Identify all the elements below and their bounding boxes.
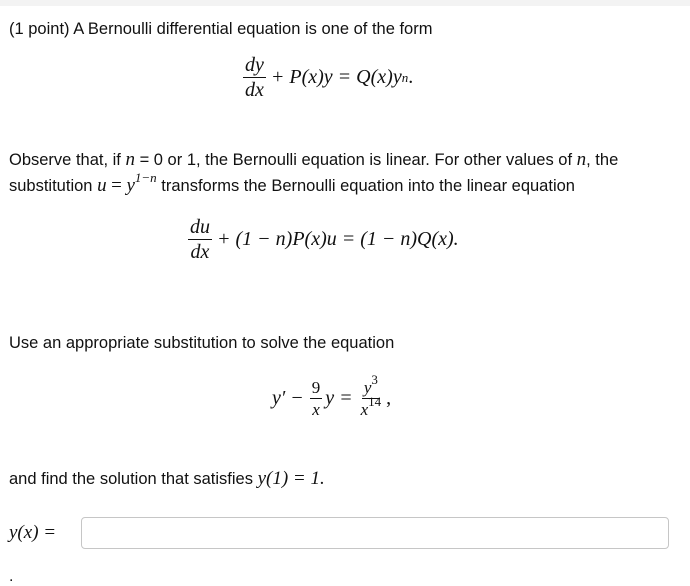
- equation-rest: + (1 − n)P(x)u = (1 − n)Q(x).: [217, 228, 459, 250]
- comma: ,: [386, 387, 392, 409]
- exponent: 1−n: [134, 170, 157, 185]
- y3-over-x14-fraction: [359, 372, 384, 419]
- points-label: (1 point): [9, 20, 70, 38]
- fraction-numerator: du: [190, 216, 210, 238]
- equation-mid: y =: [325, 387, 353, 409]
- math-y: y: [126, 175, 135, 196]
- answer-row: [9, 517, 669, 549]
- observe-line-1: [9, 149, 618, 171]
- initial-condition: y(1) = 1.: [257, 468, 325, 489]
- observe-text: transforms the Bernoulli equation into the linear equation: [161, 177, 575, 195]
- answer-label: y(x) =: [9, 522, 57, 543]
- observe-text: , the: [586, 151, 619, 169]
- observe-text: = 0 or 1, the Bernoulli equation is linear. For other values of: [139, 151, 573, 169]
- observe-line-2: [9, 170, 575, 197]
- nine-over-x-fraction: [310, 378, 323, 419]
- fraction-numerator: dy: [245, 54, 264, 76]
- observe-text: substitution: [9, 177, 93, 195]
- condition-line: [9, 468, 325, 490]
- math-n: n: [576, 149, 587, 170]
- equals-sign: =: [111, 175, 122, 196]
- fraction-denominator: x: [312, 400, 320, 419]
- equation-lhs: y′ −: [272, 387, 304, 409]
- observe-text: Observe that, if: [9, 151, 121, 169]
- dy-dx-fraction: [243, 54, 266, 101]
- equation-rest: + P(x)y = Q(x)y: [270, 66, 402, 88]
- period: .: [408, 66, 414, 88]
- math-y: y: [363, 378, 372, 397]
- math-u: u: [97, 175, 107, 196]
- instruction-text: Use an appropriate substitution to solve the equation: [9, 334, 395, 352]
- math-n: n: [125, 149, 135, 170]
- intro-line: [9, 18, 432, 40]
- intro-text: A Bernoulli differential equation is one of the form: [73, 20, 433, 38]
- condition-text: and find the solution that satisfies: [9, 470, 253, 488]
- fraction-denominator: dx: [245, 79, 264, 101]
- problem-card: [0, 6, 690, 586]
- fraction-denominator: dx: [190, 241, 210, 263]
- footer-mark: .: [9, 568, 14, 585]
- exponent: 14: [368, 394, 382, 409]
- linear-equation: [185, 216, 459, 263]
- math-x: x: [360, 400, 369, 419]
- target-equation: [272, 372, 392, 419]
- du-dx-fraction: [188, 216, 212, 263]
- instruction-line: [9, 332, 394, 354]
- fraction-numerator: 9: [311, 378, 321, 397]
- bernoulli-equation: $\frac{dy}{dx}$ + P(x)y = Q(x)y n .: [245, 54, 414, 101]
- exponent: 3: [371, 372, 378, 387]
- fraction-denominator: [359, 394, 384, 419]
- answer-input[interactable]: [81, 517, 669, 549]
